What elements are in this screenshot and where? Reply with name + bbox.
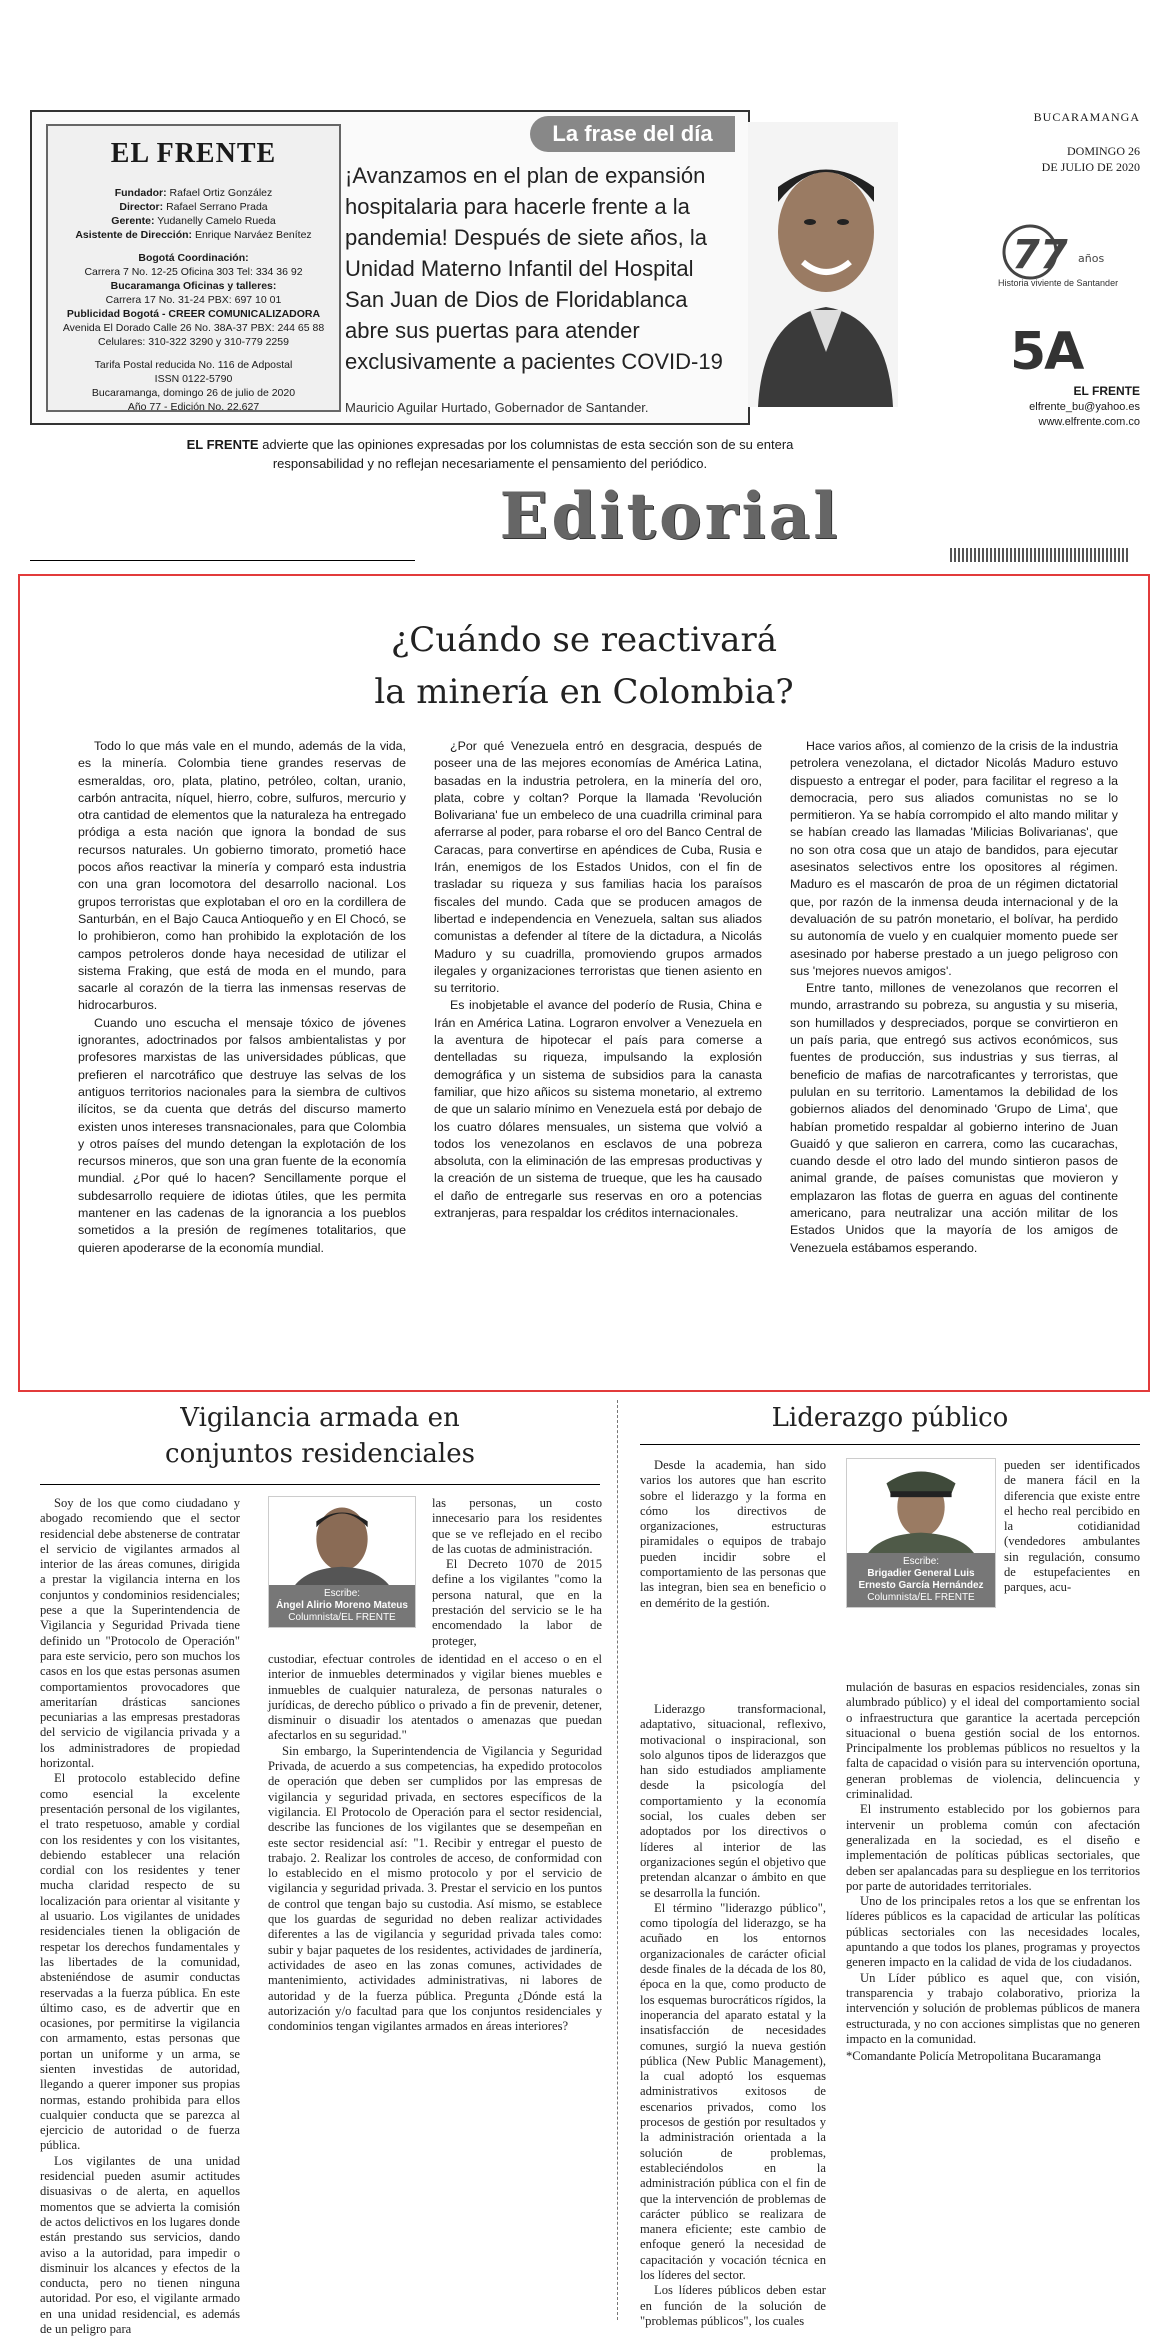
vigilancia-column-1: Soy de los que como ciudadano y abogado recomiendo que el sector residencial debe abstenerse de contratar el servicio de vigilantes armados al interior de las áreas comunes, dirigida a prestar la vigilancia interna en los conjuntos y condominios residenciales; pese a que la Superintendencia de Vigilancia y Seguridad Privada tiene definido un "Protocolo de Operación" para este servicio, pero son muchos los casos en los que estas personas asumen comportamientos provocadores que ameritarían drásticas sanciones pecuniarias a las empresas prestadoras del servicio de vigilancia privada y a los administradores de propiedad horizontal. El protocolo establecido define como esencial la excelente presentación personal de los vigilantes, el trato respetuoso, amable y cordial con los residentes y con los visitantes, debiendo establecer una relación cordial con los residentes y tener mucha claridad respecto de su localización para orientar al visitante y al usuario. Los vigilantes de unidades residenciales tienen la obligación de respetar los derechos fundamentales y las libertades de la comunidad, absteniéndose de asumir conductas reservadas a la fuerza pública. En este último caso, es de advertir que en ocasiones, por permitirse la vigilancia con armamento, estas personas que portan un uniforme y un arma, se sienten investidas de autoridad, llegando a querer imponer sus propias normas, estando prohibida para ellos cualquier conducta que se parezca al ejercicio de autoridad o de fuerza pública. Los vigilantes de una unidad residencial pueden asumir actitudes disuasivas o de alerta, en aquellos momentos que se advierta la comisión de actos delictivos en los lugares donde están prestando sus servicios, dando aviso a la autoridad, para impedir o disminuir los alcances y efectos de la conducta, pero no tienen ninguna autoridad. Por eso, el vigilante armado en una unidad residencial, es además de un peligro para [40, 1496, 240, 2337]
staff-manager: Gerente: Yudanelly Camelo Rueda [111, 214, 276, 227]
staff-assistant: Asistente de Dirección: Enrique Narváez Benítez [75, 228, 312, 241]
publicidad-address: Avenida El Dorado Calle 26 No. 38A-37 PBX: 244 65 88 [62, 321, 325, 334]
staff-director: Director: Rafael Serrano Prada [119, 200, 268, 213]
liderazgo-column-2: mulación de basuras en espacios residenciales, zonas sin alumbrado público) y el ideal del comportamiento social o infraestructura que garantice la acertada percepción situacional o buena gestión social de los entornos. Principalmente los problemas públicos no resueltos y la falta de capacidad o visión para su intervención oportuna, generan problemas de violencia, delincuencia y criminalidad. El instrumento establecido por los gobiernos para intervenir un problema común con afectación generalizada en la sociedad, es el diseño e implementación de políticas públicas sectoriales, que deben ser apalancadas para su despliegue en los territorios por parte de autoridades territoriales. Uno de los principales retos a los que se enfrentan los líderes públicos es la capacidad de articular las políticas públicas sectoriales con las necesidades locales, apuntando a que todos los planes, programas y proyectos generen impacto en la calidad de vida de los ciudadanos. Un Líder público es aquel que, con visión, transparencia y trabajo colaborativo, prioriza la intervención y solución de problemas públicos de manera estructurada, y no con acciones simplistas que no generen impacto en la comunidad. *Comandante Policía Metropolitana Bucaramanga [846, 1680, 1140, 2064]
phone-numbers: Celulares: 310-322 3290 y 310-779 2259 [98, 335, 289, 348]
contact-block [960, 383, 1140, 431]
vigilancia-author-caption: Escribe: Ángel Alirio Moreno Mateus Columnista/EL FRENTE [269, 1585, 415, 1627]
contact-email[interactable]: elfrente_bu@yahoo.es [1029, 400, 1140, 413]
vigilancia-column-2-top: las personas, un costo innecesario para los residentes que se ve reflejado en el recibo de las cuotas de administración. El Decreto 1070 de 2015 define a los vigilantes "como la persona natural, que en la prestación del servicio se le ha encomendado la labor de proteger, [432, 1496, 602, 1648]
issn: ISSN 0122-5790 [154, 373, 233, 386]
date-block [960, 110, 1140, 175]
liderazgo-column-1-top: Desde la academia, han sido varios los autores que han escrito sobre el liderazgo y la forma en cómo los directivos de organizaciones, estructuras piramidales o equipos de trabajo pueden incidir sobre el comportamiento de las personas que las integran, bien sea en beneficio o en demérito de la gestión. [640, 1458, 826, 1610]
postal-info [56, 359, 331, 414]
liderazgo-rule [640, 1444, 1140, 1445]
vigilancia-rule [40, 1484, 600, 1485]
section-title: Editorial [499, 479, 841, 554]
editorial-column-1: Todo lo que más vale en el mundo, además de la vida, es la minería. Colombia tiene grandes reservas de esmeraldas, oro, plata, platino, petróleo, coltan, uranio, carbón antracita, níquel, hierro, cobre, sulfuros, mercurio y otra cantidad de elementos que la naturaleza ha entregado pródiga a esta nación que ignora la bondad de sus recursos naturales. Un gobierno timorato, prometió hace pocos años reactivar la minería y comparó esta industria con una gran locomotora del desarrollo nacional. Los grupos terroristas que explotaban el oro en la cordillera de Santurbán, en el Bajo Cauca Antioqueño y en El Chocó, se lo prohibieron, como han prohibido la explotación de los campos petroleros donde haya necesidad de utilizar el sistema Fraking, que está de moda en el mundo, para sacarle al corazón de la tierra las inmensas reservas de hidrocarburos. Cuando uno escucha el mensaje tóxico de jóvenes ignorantes, adoctrinados por falsos ambientalistas y por profesores marxistas de las universidades públicas, que prefieren el narcotráfico que destruye las selvas de los antiguos territorios nacionales para la siembra de cultivos ilícitos, se da cuenta que detrás del discurso mamerto existen unos intereses transnacionales, para que Colombia y otros países del mundo detengan la explotación de los recursos mineros, que son una gran fuente de la economía mundial. ¿Por qué lo hacen? Sencillamente porque el subdesarrollo requiere de idiotas útiles, que les permita mantener en las cadenas de la ignorancia a los pueblos sometidos a la presión de regímenes totalitarios, que quieren apoderarse de la economía mundial. [78, 739, 406, 1255]
editorial-column-3: Hace varios años, al comienzo de la crisis de la industria petrolera venezolana, el dictador Nicolás Maduro estuvo dispuesto a entregar el poder, para facilitar el regreso a la democracia, pero sus aliados comunistas no se lo permitieron. Ya se había corrompido el alto mando militar y se habían creado las llamadas 'Milicias Bolivarianas', que no son otra cosa que un atajo de bandidos, para ejecutar asesinatos selectivos entre los opositores al régimen. Maduro es el mascarón de proa de un régimen dictatorial que, por razón de la inmensa deuda internacional y de la devaluación de su patrón monetario, el bolívar, ha perdido su autonomía de vuelo y en cualquier momento puede ser asesinado por haberse prestado a un juego peligroso con sus 'mejores nuevos amigos'. Entre tanto, millones de venezolanos que recorren el mundo, arrastrando su pobreza, su angustia y su miseria, son humillados y despreciados, porque se convirtieron en un país paria, que entregó sus activos económicos, sus fuentes de producción, sus industrias y sus tierras, al beneficio de mafias de narcotraficantes y terroristas, que pululan en su territorio. Lamentamos la debilidad de los gobiernos aliados del denominado 'Grupo de Lima', que habían prometido respaldar al gobierno interino de Juan Guaidó y que salieron en carrera, como las cucarachas, cuando desde el otro lado del mundo sintieron pasos de animal grande, de países comunistas que movieron y emplazaron las flotas de guerra en aguas del continente americano, para neutralizar una acción militar de los Estados Unidos que la mayoría de los amigos de Venezuela estábamos esperando. [790, 739, 1118, 1255]
newspaper-logo: EL FRENTE [110, 138, 277, 169]
quote-of-day-text: ¡Avanzamos en el plan de expansión hospitalaria para hacerle frente a la pandemia! Después de siete años, la Unidad Materno Infantil del Hospital San Juan de Dios de Floridablanca abre sus puertas para atender exclusivamente a pacientes COVID-19 [345, 163, 723, 374]
columnist-signoff: *Comandante Policía Metropolitana Bucaramanga [846, 2049, 1101, 2064]
issue-date: DOMINGO 26 DE JULIO DE 2020 [1041, 144, 1140, 175]
quote-of-day-tag: La frase del día [530, 116, 735, 152]
city-label: BUCARAMANGA [1033, 110, 1140, 124]
bucaramanga-address: Carrera 17 No. 31-24 PBX: 697 10 01 [105, 293, 282, 306]
svg-text:77: 77 [1012, 232, 1068, 278]
staff-list [56, 187, 331, 242]
vigilancia-author-card [268, 1496, 416, 1628]
liderazgo-column-2-top: pueden ser identificados de manera fácil en la diferencia que existe entre el hecho real percibido en la cotidianidad (vendedores ambulantes sin regulación, consumo de estupefacientes en parques, acu- [1004, 1458, 1140, 1595]
publicidad-label: Publicidad Bogotá - CREER COMUNICALIZADORA [66, 307, 321, 320]
header-rule-left [30, 560, 415, 561]
vigilancia-column-2: custodiar, efectuar controles de identidad en el acceso o en el interior de inmuebles determinados y vigilar bienes muebles e inmuebles de cualquier naturaleza, de personas naturales o jurídicas, de derecho público o privado a fin de prevenir, detener, disminuir o disuadir los atentados o amenazas que puedan afectarlos en su seguridad." Sin embargo, la Superintendencia de Vigilancia y Seguridad Privada, de acuerdo a sus competencias, ha expedido protocolos de operación que deben ser cumplidos por las empresas de vigilancia y seguridad privada, en sectores específicos de la vigilancia. El Protocolo de Operación para el sector residencial, describe las funciones de los vigilantes que se desempeñan en este sector residencial así: "1. Recibir y entregar el puesto de trabajo. 2. Realizar los controles de acceso, de conformidad con lo establecido en el mismo protocolo y por el servicio de vigilancia y seguridad privada. 3. Prestar el servicio en los puntos de control que tengan bajo su custodia. Así mismo, se establece que los guardas de seguridad no deben realizar actividades diferentes a las de vigilancia y seguridad privada tales como: subir y bajar paquetes de los residentes, actividades de jardinería, actividades de aseo en las zonas comunes, actividades de mantenimiento, actividades administrativas, ni labores de autoridad y de la fuerza pública. Pregunta ¿Dónde está la autorización y/o facultad para que los conjuntos residenciales y condominios tengan vigilantes armados en áreas interiores? [268, 1652, 602, 2034]
vigilancia-headline: Vigilancia armada en conjuntos residenciales [165, 1403, 475, 1469]
77-years-logo [990, 220, 1140, 290]
editorial-article [18, 574, 1150, 1392]
svg-text:años: años [1078, 252, 1105, 265]
bogota-address: Carrera 7 No. 12-25 Oficina 303 Tel: 334 36 92 [84, 266, 303, 279]
liderazgo-author-caption: Escribe: Brigadier General Luis Ernesto García Hernández Columnista/EL FRENTE [847, 1553, 995, 1607]
columnist-photo [847, 1459, 995, 1559]
editorial-headline: ¿Cuándo se reactivará la minería en Colombia? [374, 620, 794, 712]
contact-website[interactable]: www.elfrente.com.co [1038, 416, 1140, 429]
governor-portrait-image [748, 122, 898, 407]
columnist-disclaimer: EL FRENTE advierte que las opiniones expresadas por los columnistas de esta sección son de su entera responsabilidad y no reflejan necesariamente el pensamiento del periódico. [186, 437, 794, 471]
postal-rate: Tarifa Postal reducida No. 116 de Adpostal [94, 359, 293, 372]
columnist-photo [269, 1497, 415, 1597]
staff-founder: Fundador: Rafael Ortiz González [114, 186, 273, 199]
offices-info [56, 252, 331, 349]
header-rule-right [950, 548, 1130, 562]
edition-number: Año 77 - Edición No. 22.627 [127, 400, 260, 413]
svg-text:Historia viviente de Santander: Historia viviente de Santander [998, 278, 1119, 288]
liderazgo-headline: Liderazgo público [771, 1403, 1009, 1433]
bucaramanga-label: Bucaramanga Oficinas y talleres: [110, 280, 277, 293]
editorial-column-2: ¿Por qué Venezuela entró en desgracia, después de poseer una de las mejores economías de América Latina, basadas en la industria petrolera, en la minería del oro, plata, cobre y coltan? Porque la llamada 'Revolución Bolivariana' fue un embeleco de una cuadrilla criminal para aferrarse al poder, para robarse el oro del Banco Central de Caracas, para convertirse en apéndices de Cuba, Rusia e Irán, enemigos de los Estados Unidos, con el fin de trasladar su riqueza y sus familias hacia los paraísos fiscales del mundo. Cada que se producen amagos de libertad e independencia en Venezuela, saltan sus aliados comunistas a defender al títere de la dictadura, a Nicolás Maduro y su cuadrilla, promoviendo grupos armados ilegales y organizaciones terroristas que tienen asiento en su territorio. Es inobjetable el avance del poderío de Rusia, China e Irán en América Latina. Lograron envolver a Venezuela en la aventura de hipotecar el país para comerse a dentelladas su riqueza, impulsando la explosión demográfica y un sistema de subsidios para la canasta familiar, que hizo añicos su sistema monetario, al extremo de que un salario mínimo en Venezuela está por debajo de los cuatro dólares mensuales, un sistema que volvió a todos los venezolanos en esclavos de una pobreza absoluta, con la eliminación de las empresas productivas y la creación de un sistema de trueque, que les ha causado el daño de entregarle sus reservas en oro a potencias extranjeras, para respaldar los créditos internacionales. [434, 739, 762, 1221]
bogota-label: Bogotá Coordinación: [138, 252, 249, 265]
contact-brand: EL FRENTE [1073, 384, 1140, 398]
editorial-columns [78, 738, 1118, 1378]
quote-author: Mauricio Aguilar Hurtado, Gobernador de Santander. [345, 400, 649, 415]
liderazgo-author-card [846, 1458, 996, 1608]
edition-date: Bucaramanga, domingo 26 de julio de 2020 [91, 387, 296, 400]
column-divider [617, 1400, 618, 2320]
staff-info-box [46, 124, 341, 412]
page-number: 5A [1010, 322, 1083, 382]
liderazgo-column-1: Liderazgo transformacional, adaptativo, situacional, reflexivo, motivacional o inspiracional, son solo algunos tipos de liderazgos que han sido estudiados ampliamente desde la psicología del comportamiento y la economía social, los cuales deben ser adoptados por los directivos o líderes al interior de las organizaciones según el objetivo que pretendan alcanzar o ámbito en que se desarrolla la función. El término "liderazgo público", como tipología del liderazgo, se ha acuñado en los entornos organizacionales de carácter oficial desde finales de la década de los 80, época en la que, como producto de los esquemas burocráticos rígidos, la inoperancia del aparato estatal y la insatisfacción de necesidades comunes, surgió la nueva gestión pública (New Public Management), la cual adoptó los esquemas administrativos exitosos de escenarios privados, como los procesos de gestión por resultados y la administración orientada a la solución de problemas, estableciéndolos en la administración pública con el fin de que la intervención de problemas de carácter público se realizara de manera eficiente; este cambio de enfoque generó la necesidad de capacitación y vocación técnica en los líderes del sector. Los líderes públicos deben estar en función de la solución de "problemas públicos", los cuales [640, 1702, 826, 2328]
